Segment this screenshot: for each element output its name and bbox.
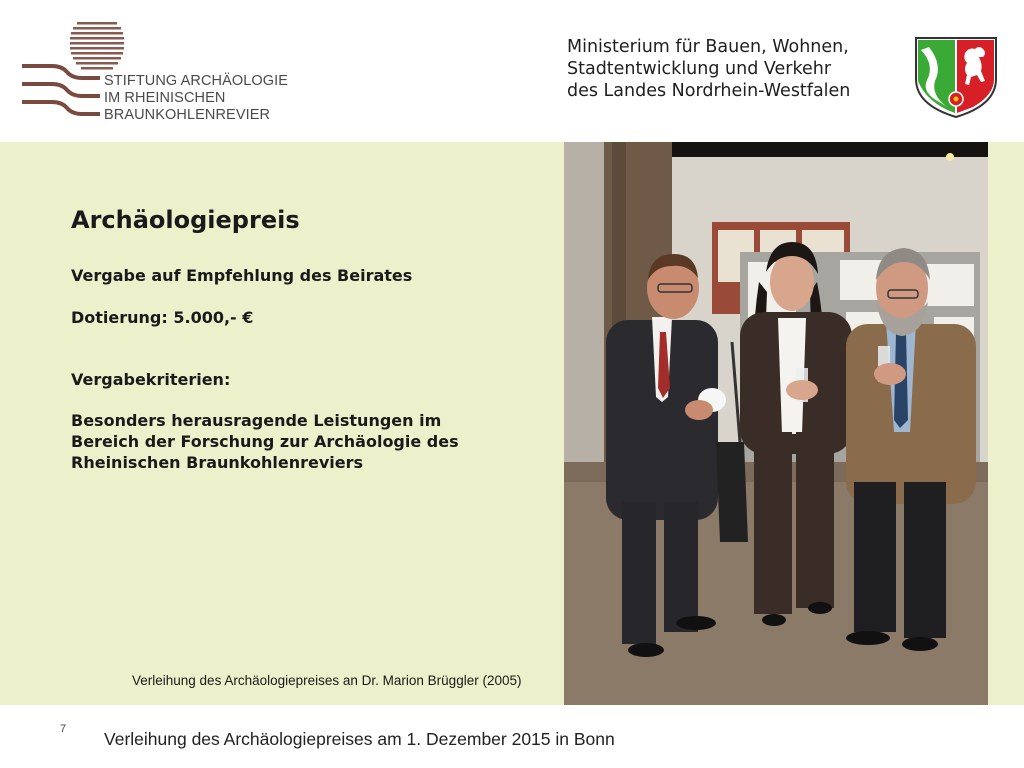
slide-content xyxy=(0,142,1024,705)
photo-caption: Verleihung des Archäologiepreises an Dr. Marion Brüggler (2005) xyxy=(132,673,522,688)
criteria-line: Besonders herausragende Leistungen im xyxy=(71,411,442,430)
slide-header xyxy=(0,0,1024,142)
nrw-crest-icon xyxy=(913,35,999,119)
criteria-heading: Vergabekriterien: xyxy=(71,370,231,389)
ministry-name-line: Stadtentwicklung und Verkehr xyxy=(567,59,832,79)
criteria-text xyxy=(71,410,459,473)
ministry-name xyxy=(567,36,850,102)
foundation-name-line: IM RHEINISCHEN xyxy=(104,90,226,106)
ministry-name-line: des Landes Nordrhein-Westfalen xyxy=(567,81,851,101)
recommendation-text: Vergabe auf Empfehlung des Beirates xyxy=(71,266,413,285)
foundation-name-line: BRAUNKOHLENREVIER xyxy=(104,107,271,123)
award-ceremony-photo xyxy=(564,142,988,705)
prize-amount-text: Dotierung: 5.000,- € xyxy=(71,308,254,327)
slide-title: Archäologiepreis xyxy=(71,206,300,234)
ministry-name-line: Ministerium für Bauen, Wohnen, xyxy=(567,37,849,57)
foundation-name xyxy=(104,73,288,124)
footer-text: Verleihung des Archäologiepreises am 1. Dezember 2015 in Bonn xyxy=(104,729,615,749)
slide-footer xyxy=(0,705,1024,768)
criteria-line: Bereich der Forschung zur Archäologie des xyxy=(71,432,459,451)
page-number: 7 xyxy=(60,723,67,735)
criteria-line: Rheinischen Braunkohlenreviers xyxy=(71,453,364,472)
foundation-name-line: STIFTUNG ARCHÄOLOGIE xyxy=(104,73,289,89)
